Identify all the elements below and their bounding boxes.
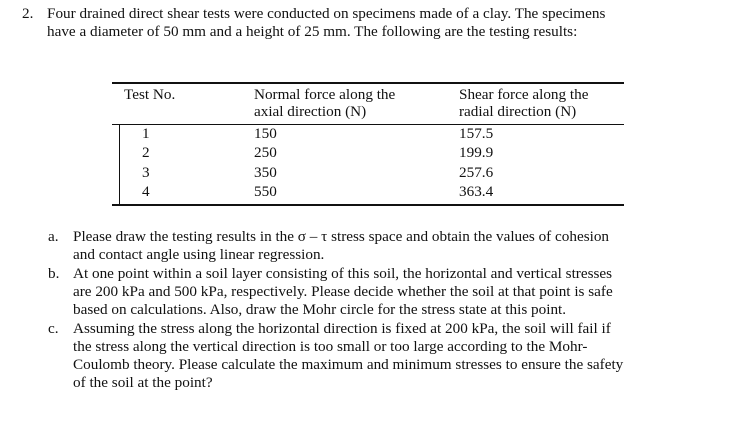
table-row xyxy=(112,183,624,201)
intro-line: Four drained direct shear tests were conducted on specimens made of a clay. The specimens xyxy=(47,5,606,22)
subquestion-label: a. xyxy=(48,228,59,245)
cell-test: 4 xyxy=(142,183,150,200)
cell-test: 3 xyxy=(142,164,150,181)
cell-shear: 199.9 xyxy=(459,144,494,161)
header-normal-force: Normal force along the axial direction (N) xyxy=(254,86,396,120)
cell-test: 1 xyxy=(142,125,150,142)
cell-shear: 257.6 xyxy=(459,164,494,181)
table-row xyxy=(112,164,624,182)
intro-line: have a diameter of 50 mm and a height of 25 mm. The following are the testing results: xyxy=(47,23,578,40)
subquestion-label: b. xyxy=(48,265,60,282)
header-test-no: Test No. xyxy=(124,86,176,103)
cell-normal: 150 xyxy=(254,125,277,142)
cell-normal: 550 xyxy=(254,183,277,200)
cell-shear: 157.5 xyxy=(459,125,494,142)
cell-test: 2 xyxy=(142,144,150,161)
cell-normal: 250 xyxy=(254,144,277,161)
table-row xyxy=(112,125,624,143)
question-number: 2. xyxy=(22,5,34,22)
cell-shear: 363.4 xyxy=(459,183,494,200)
subquestion-label: c. xyxy=(48,320,59,337)
subquestion-text: At one point within a soil layer consisting of this soil, the horizontal and vertical stresses are 200 kPa and 500 kPa, respectively. Please decide whether the soil at that point is safe based on calculations. Also, draw the Mohr circle for the stress state at this point. xyxy=(73,265,613,318)
table-top-rule xyxy=(112,82,624,84)
header-shear-force: Shear force along the radial direction (N) xyxy=(459,86,589,120)
table-bottom-rule xyxy=(112,204,624,206)
subquestion-text: Assuming the stress along the horizontal direction is fixed at 200 kPa, the soil will fail if the stress along the vertical direction is too small or too large according to the Mohr- Coulomb theory. Please calculate the maximum and minimum stresses to ensure the safety of the soil at the point? xyxy=(73,320,624,391)
question-intro xyxy=(47,5,715,41)
subquestion-text: Please draw the testing results in the σ – τ stress space and obtain the values of cohesion and contact angle using linear regression. xyxy=(73,228,610,263)
cell-normal: 350 xyxy=(254,164,277,181)
results-table xyxy=(112,82,624,206)
table-row xyxy=(112,144,624,162)
